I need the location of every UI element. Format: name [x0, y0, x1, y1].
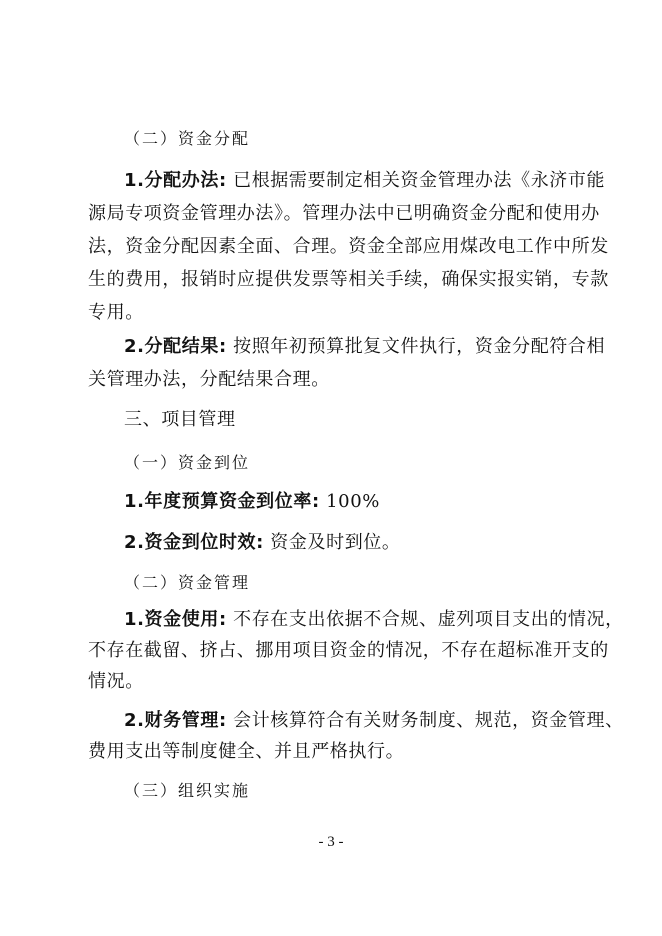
- paragraph-text: 按照年初预算批复文件执行，资金分配符合相: [233, 336, 606, 357]
- paragraph-value: 100%: [326, 491, 380, 512]
- paragraph-label: 1.年度预算资金到位率:: [124, 491, 320, 512]
- section-heading-fund-mgmt: （二）资金管理: [124, 573, 251, 592]
- paragraph-line: [124, 336, 605, 358]
- paragraph-line: [124, 609, 624, 631]
- section-heading-org: （三）组织实施: [124, 781, 251, 800]
- paragraph-text: 已根据需要制定相关资金管理办法《永济市能: [233, 170, 606, 191]
- paragraph-line: [124, 532, 401, 554]
- paragraph-line: 关管理办法，分配结果合理。: [88, 369, 330, 390]
- paragraph-line: [124, 710, 624, 732]
- paragraph-label: 2.分配结果:: [124, 336, 227, 357]
- paragraph-text: 会计核算符合有关财务制度、规范，资金管理、: [233, 710, 624, 731]
- section-heading-project-mgmt: 三、项目管理: [124, 409, 236, 430]
- paragraph-line: [124, 170, 605, 192]
- paragraph-text: 不存在支出依据不合规、虚列项目支出的情况，: [233, 609, 624, 630]
- paragraph-label: 2.财务管理:: [124, 710, 227, 731]
- paragraph-line: 法，资金分配因素全面、合理。资金全部应用煤改电工作中所发: [88, 236, 609, 257]
- paragraph-line: 专用。: [88, 302, 144, 323]
- paragraph-line: 生的费用，报销时应提供发票等相关手续，确保实报实销，专款: [88, 269, 609, 290]
- page-number: - 3 -: [318, 834, 344, 850]
- paragraph-line: 源局专项资金管理办法》。管理办法中已明确资金分配和使用办: [88, 203, 600, 224]
- paragraph-line: [124, 491, 380, 513]
- section-heading-fund-distribution: （二）资金分配: [124, 129, 251, 148]
- section-heading-fund-arrival: （一）资金到位: [124, 453, 251, 472]
- paragraph-label: 1.分配办法:: [124, 170, 227, 191]
- paragraph-value: 资金及时到位。: [270, 532, 401, 553]
- paragraph-line: 不存在截留、挤占、挪用项目资金的情况，不存在超标准开支的: [88, 640, 609, 661]
- paragraph-label: 1.资金使用:: [124, 609, 227, 630]
- paragraph-label: 2.资金到位时效:: [124, 532, 264, 553]
- paragraph-line: 情况。: [88, 671, 144, 692]
- paragraph-line: 费用支出等制度健全、并且严格执行。: [88, 741, 405, 762]
